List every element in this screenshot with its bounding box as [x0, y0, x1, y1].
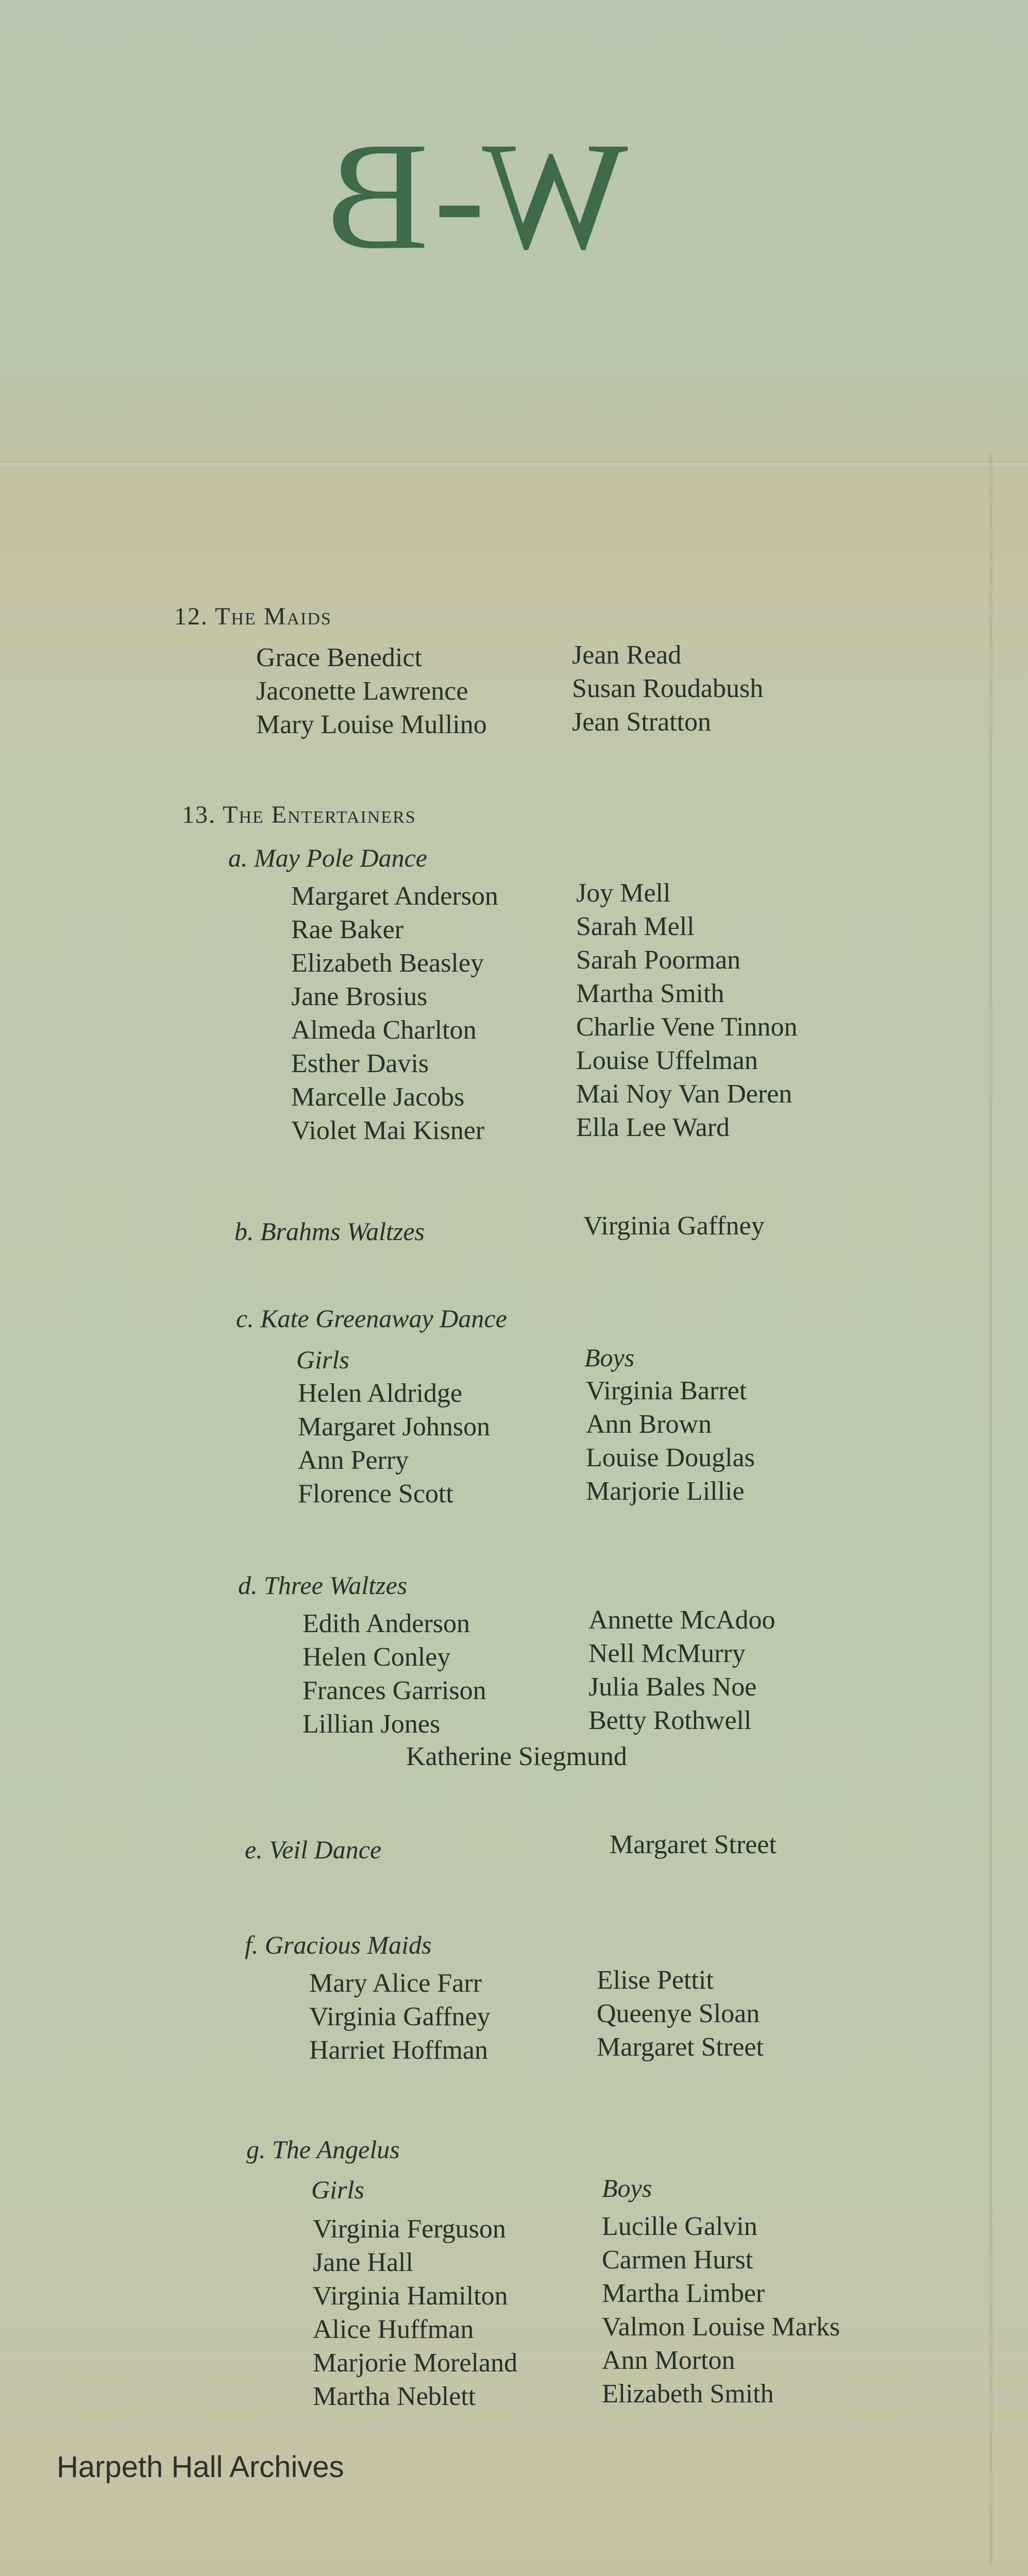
column-head-boys: Boys [584, 1343, 635, 1372]
heading-entertainers: 13. The Entertainers [182, 801, 416, 828]
column-head-boys: Boys [602, 2174, 652, 2202]
waltzes-center-name: Katherine Siegmund [406, 1742, 627, 1771]
list-item: Helen Aldridge [298, 1379, 463, 1408]
list-item: Jane Brosius [291, 982, 428, 1011]
list-item: Martha Smith [576, 979, 724, 1008]
list-item: Jean Read [572, 640, 682, 670]
list-item: Jaconette Lawrence [256, 676, 468, 706]
list-item: Mai Noy Van Deren [576, 1079, 793, 1109]
list-item: Martha Limber [602, 2279, 765, 2308]
list-item: Frances Garrison [302, 1676, 486, 1705]
subheading-angelus: g. The Angelus [246, 2135, 400, 2164]
list-item: Rae Baker [291, 915, 404, 944]
list-item: Ella Lee Ward [576, 1113, 730, 1142]
list-item: Martha Neblett [313, 2382, 476, 2411]
list-item: Ann Morton [602, 2346, 735, 2375]
waltzes-right-list [588, 1604, 775, 1738]
list-item: Betty Rothwell [588, 1706, 752, 1735]
veil-performer: Margaret Street [610, 1830, 777, 1859]
list-item: Virginia Barret [586, 1376, 747, 1405]
subheading-gracious-maids: f. Gracious Maids [245, 1930, 432, 1959]
list-item: Elise Pettit [597, 1965, 714, 1995]
greenaway-boys-list [586, 1375, 755, 1509]
subheading-may-pole: a. May Pole Dance [228, 843, 427, 872]
list-item: Virginia Gaffney [309, 2002, 491, 2031]
list-item: Louise Uffelman [576, 1046, 758, 1075]
maypole-right-list [576, 877, 798, 1145]
list-item: Margaret Street [597, 2032, 764, 2062]
list-item: Alice Huffman [313, 2315, 474, 2344]
heading-maids: 12. The Maids [174, 603, 332, 630]
list-item: Louise Douglas [586, 1443, 755, 1472]
list-item: Marcelle Jacobs [291, 1082, 465, 1112]
list-item: Valmon Louise Marks [602, 2312, 840, 2342]
subheading-veil-dance: e. Veil Dance [245, 1835, 382, 1864]
list-item: Esther Davis [291, 1049, 429, 1078]
list-item: Margaret Anderson [291, 882, 498, 911]
list-item: Lillian Jones [302, 1709, 441, 1739]
list-item: Marjorie Moreland [313, 2348, 518, 2378]
greenaway-girls-list [298, 1377, 490, 1511]
maids-left-list [256, 641, 487, 742]
subheading-brahms-waltzes: b. Brahms Waltzes [234, 1217, 425, 1246]
maids-right-list [572, 639, 763, 739]
column-head-girls: Girls [296, 1345, 349, 1374]
gracious-left-list [309, 1967, 491, 2067]
brahms-performer: Virginia Gaffney [583, 1211, 765, 1241]
list-item: Julia Bales Noe [588, 1672, 757, 1702]
list-item: Helen Conley [302, 1642, 451, 1672]
list-item: Charlie Vene Tinnon [576, 1012, 798, 1042]
list-item: Queenye Sloan [597, 1999, 760, 2028]
list-item: Grace Benedict [256, 643, 422, 672]
list-item: Jane Hall [313, 2248, 413, 2277]
list-item: Mary Alice Farr [309, 1969, 482, 1998]
paper-fold [0, 461, 1028, 468]
maypole-left-list [291, 880, 498, 1148]
list-item: Lucille Galvin [602, 2212, 757, 2241]
list-item: Edith Anderson [302, 1609, 470, 1638]
angelus-boys-list [602, 2210, 840, 2411]
list-item: Virginia Hamilton [313, 2281, 508, 2311]
archive-watermark: Harpeth Hall Archives [57, 2450, 344, 2484]
list-item: Marjorie Lillie [586, 1477, 745, 1506]
list-item: Annette McAdoo [588, 1605, 776, 1635]
paper-crease [989, 453, 992, 2566]
waltzes-left-list [302, 1607, 486, 1741]
angelus-girls-list [313, 2213, 517, 2414]
subheading-three-waltzes: d. Three Waltzes [238, 1571, 408, 1600]
gracious-right-list [597, 1964, 764, 2064]
list-item: Elizabeth Smith [602, 2379, 774, 2409]
list-item: Susan Roudabush [572, 674, 764, 703]
list-item: Ann Perry [298, 1446, 409, 1475]
list-item: Carmen Hurst [602, 2245, 753, 2275]
list-item: Harriet Hoffman [309, 2036, 488, 2065]
list-item: Jean Stratton [572, 707, 712, 737]
list-item: Joy Mell [576, 878, 671, 908]
list-item: Violet Mai Kisner [291, 1116, 485, 1145]
list-item: Elizabeth Beasley [291, 948, 484, 978]
list-item: Virginia Ferguson [313, 2214, 506, 2244]
list-item: Almeda Charlton [291, 1015, 477, 1045]
subheading-kate-greenaway: c. Kate Greenaway Dance [236, 1304, 507, 1333]
list-item: Sarah Mell [576, 912, 695, 941]
list-item: Mary Louise Mullino [256, 710, 487, 739]
list-item: Ann Brown [586, 1410, 712, 1439]
column-head-girls: Girls [311, 2175, 364, 2204]
monogram-mirrored: W-B [320, 110, 628, 281]
list-item: Nell McMurry [588, 1639, 746, 1668]
list-item: Margaret Johnson [298, 1412, 491, 1442]
list-item: Florence Scott [298, 1479, 453, 1509]
list-item: Sarah Poorman [576, 945, 741, 975]
